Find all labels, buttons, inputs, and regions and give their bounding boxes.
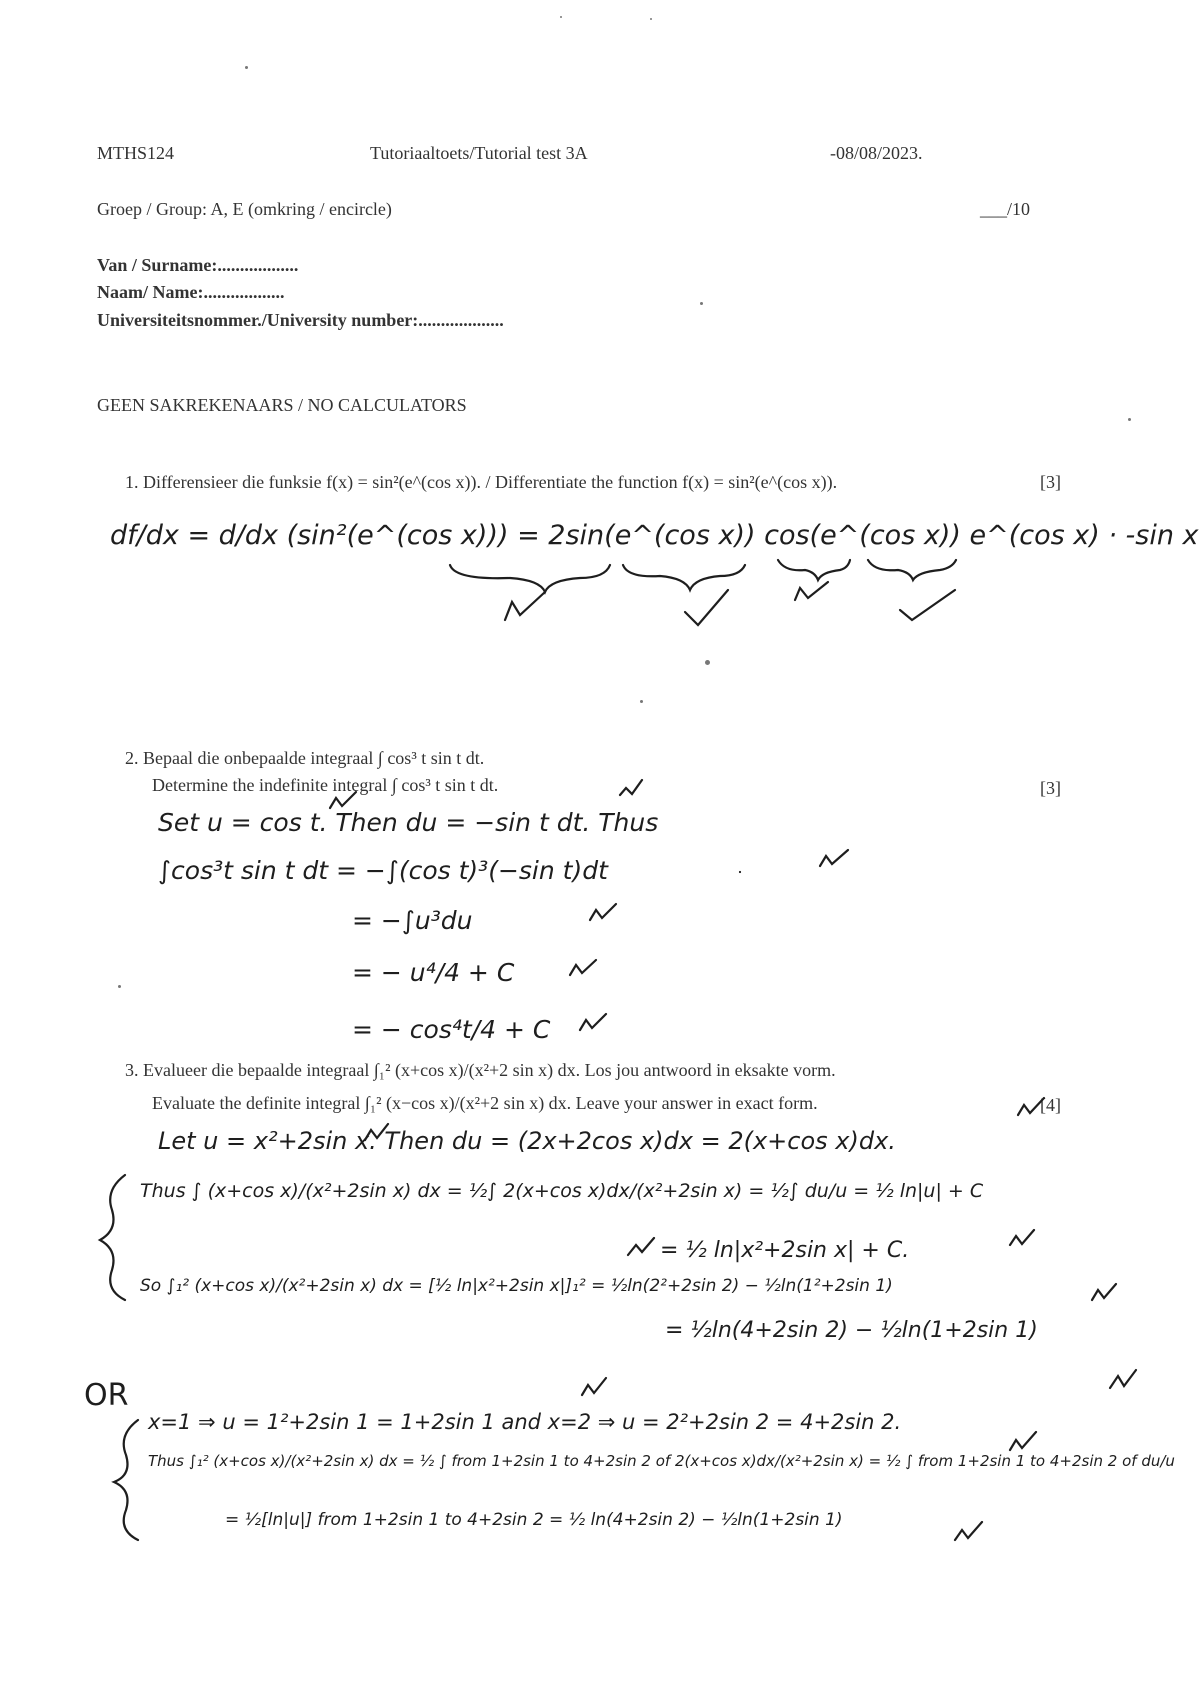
q3-line-5: = ½ln(4+2sin 2) − ½ln(1+2sin 1) [665,1318,1038,1343]
or-label: OR [84,1378,129,1413]
q3-line-1: Let u = x²+2sin x. Then du = (2x+2cos x)dx = 2(x+cos x)dx. [158,1127,896,1155]
q2-line-3: = −∫u³du [352,906,473,935]
q2-line-1: Set u = cos t. Then du = −sin t dt. Thus [158,808,659,837]
student-number-field: Universiteitsnommer./University number:................... [97,310,504,330]
q1-answer: df/dx = d/dx (sin²(e^(cos x))) = 2sin(e^(cos x)) cos(e^(cos x)) e^(cos x) · -sin x [110,520,1199,551]
score-box: ___/10 [980,199,1031,219]
q2-marks: [3] [1040,778,1061,798]
q3-prompt-en: Evaluate the definite integral ∫₁² (x−cos x)/(x²+2 sin x) dx. Leave your answer in exact form. [152,1093,818,1113]
q2-line-4: = − u⁴/4 + C [352,958,515,987]
q2-prompt-af: 2. Bepaal die onbepaalde integraal ∫ cos³ t sin t dt. [125,748,485,768]
no-calculators-notice: GEEN SAKREKENAARS / NO CALCULATORS [97,395,467,415]
q3-line-4: So ∫₁² (x+cos x)/(x²+2sin x) dx = [½ ln|x²+2sin x|]₁² = ½ln(2²+2sin 2) − ½ln(1²+2sin 1) [140,1276,893,1296]
test-date: -08/08/2023. [830,143,923,163]
q3-prompt-af: 3. Evalueer die bepaalde integraal ∫₁² (x+cos x)/(x²+2 sin x) dx. Los jou antwoord in eksakte vorm. [125,1060,836,1080]
q2-line-5: = − cos⁴t/4 + C [352,1015,551,1044]
q1-marks: [3] [1040,472,1061,492]
q3-or-line-3: = ½[ln|u|] from 1+2sin 1 to 4+2sin 2 = ½ ln(4+2sin 2) − ½ln(1+2sin 1) [225,1510,843,1530]
q2-prompt-en: Determine the indefinite integral ∫ cos³ t sin t dt. [152,775,499,795]
q3-or-line-2: Thus ∫₁² (x+cos x)/(x²+2sin x) dx = ½ ∫ from 1+2sin 1 to 4+2sin 2 of 2(x+cos x)dx/(x²+2sin x) = ½ ∫ from 1+2sin 1 to 4+2sin 2 of du/u [148,1452,1175,1470]
q2-line-2: ∫cos³t sin t dt = −∫(cos t)³(−sin t)dt [158,856,608,885]
surname-field: Van / Surname:.................. [97,255,299,275]
course-code: MTHS124 [97,143,175,163]
q3-or-line-1: x=1 ⇒ u = 1²+2sin 1 = 1+2sin 1 and x=2 ⇒ u = 2²+2sin 2 = 4+2sin 2. [148,1410,902,1434]
test-title: Tutoriaaltoets/Tutorial test 3A [370,143,588,163]
q3-line-3: = ½ ln|x²+2sin x| + C. [660,1238,910,1263]
name-field: Naam/ Name:.................. [97,282,285,302]
q1-prompt: 1. Differensieer die funksie f(x) = sin²(e^(cos x)). / Differentiate the function f(x) = sin²(e^(cos x)). [125,472,838,492]
q3-line-2: Thus ∫ (x+cos x)/(x²+2sin x) dx = ½∫ 2(x+cos x)dx/(x²+2sin x) = ½∫ du/u = ½ ln|u| + C [140,1180,984,1202]
group-line: Groep / Group: A, E (omkring / encircle) [97,199,392,219]
q3-marks: [4] [1040,1095,1061,1115]
